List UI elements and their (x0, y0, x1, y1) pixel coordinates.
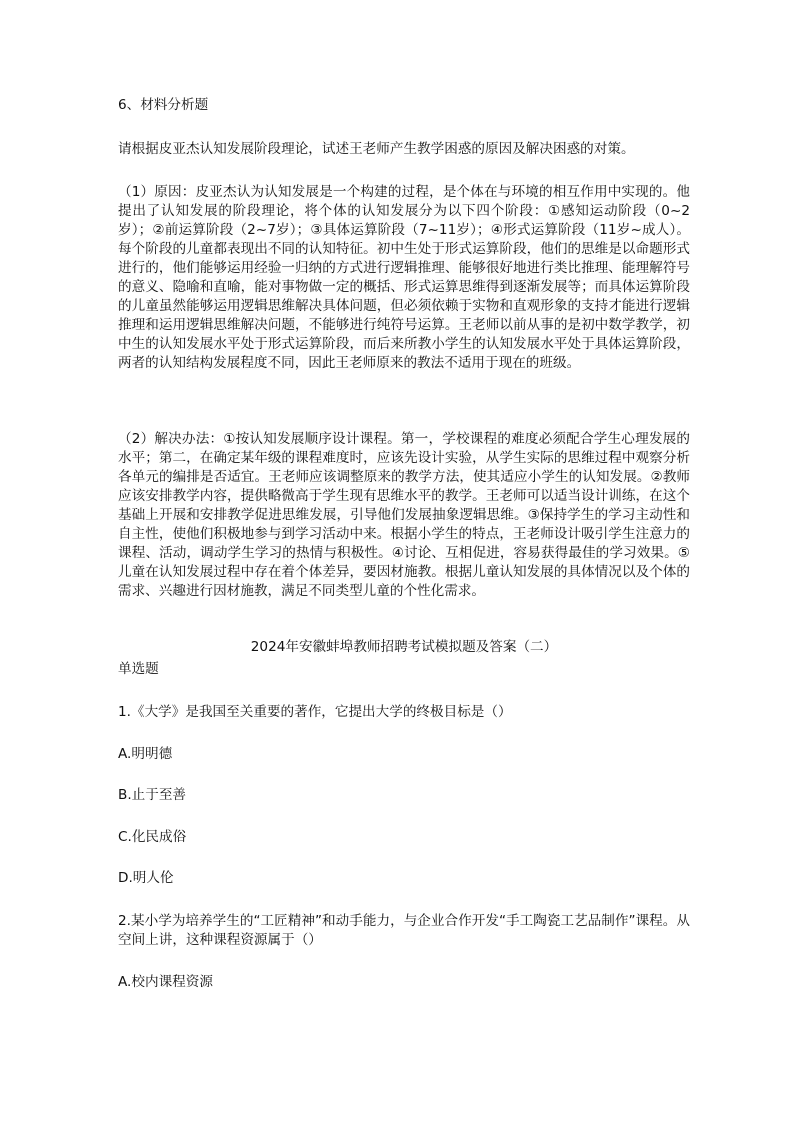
question-1-stem: 1.《大学》是我国至关重要的著作，它提出大学的终极目标是（） (118, 704, 512, 720)
question-2-stem: 2.某小学为培养学生的“工匠精神”和动手能力，与企业合作开发“手工陶瓷工艺品制作”课程。从空间上讲，这种课程资源属于（） (118, 913, 690, 948)
question-1-option-c: C.化民成俗 (118, 829, 187, 845)
section-heading: 6、材料分析题 (118, 97, 209, 113)
answer-solution-paragraph: （2）解决办法：①按认知发展顺序设计课程。第一，学校课程的难度必须配合学生心理发展的水平；第二，在确定某年级的课程难度时，应该先设计实验，从学生实际的思维过程中观察分析各单元的编排是否适宜。王老师应该调整原来的教学方法，使其适应小学生的认知发展。②教师应该安排教学内容，提供略微高于学生现有思维水平的教学。王老师可以适当设计训练，在这个基础上开展和安排教学促进思维发展，引导他们发展抽象逻辑思维。③保持学生的学习主动性和自主性，使他们积极地参与到学习活动中来。根据小学生的特点，王老师设计吸引学生注意力的课程、活动，调动学生学习的热情与积极性。④讨论、互相促进，容易获得最佳的学习效果。⑤儿童在认知发展过程中存在着个体差异，要因材施教。根据儿童认知发展的具体情况以及个体的需求、兴趣进行因材施教，满足不同类型儿童的个性化需求。 (118, 431, 690, 599)
answer-cause-paragraph: （1）原因：皮亚杰认为认知发展是一个构建的过程，是个体在与环境的相互作用中实现的。他提出了认知发展的阶段理论，将个体的认知发展分为以下四个阶段：①感知运动阶段（0~2岁）；②前运算阶段（2~7岁）；③具体运算阶段（7~11岁）；④形式运算阶段（11岁~成人）。每个阶段的儿童都表现出不同的认知特征。初中生处于形式运算阶段，他们的思维是以命题形式进行的，他们能够运用经验一归纳的方式进行逻辑推理、能够很好地进行类比推理、能理解符号的意义、隐喻和直喻，能对事物做一定的概括、形式运算思维得到逐渐发展等；而具体运算阶段的儿童虽然能够运用逻辑思维解决具体问题，但必须依赖于实物和直观形象的支持才能进行逻辑推理和运用逻辑思维解决问题，不能够进行纯符号运算。王老师以前从事的是初中数学教学，初中生的认知发展水平处于形式运算阶段，而后来所教小学生的认知发展水平处于具体运算阶段，两者的认知结构发展程度不同，因此王老师原来的教法不适用于现在的班级。 (118, 184, 690, 371)
question-2-option-a: A.校内课程资源 (118, 974, 213, 990)
exam-title: 2024年安徽蚌埠教师招聘考试模拟题及答案（二） (250, 639, 558, 655)
section-label: 单选题 (118, 661, 159, 677)
question-1-option-a: A.明明德 (118, 746, 173, 762)
question-prompt: 请根据皮亚杰认知发展阶段理论，试述王老师产生教学困惑的原因及解决困惑的对策。 (118, 141, 635, 157)
question-1-option-d: D.明人伦 (118, 870, 174, 886)
question-1-option-b: B.止于至善 (118, 787, 187, 803)
